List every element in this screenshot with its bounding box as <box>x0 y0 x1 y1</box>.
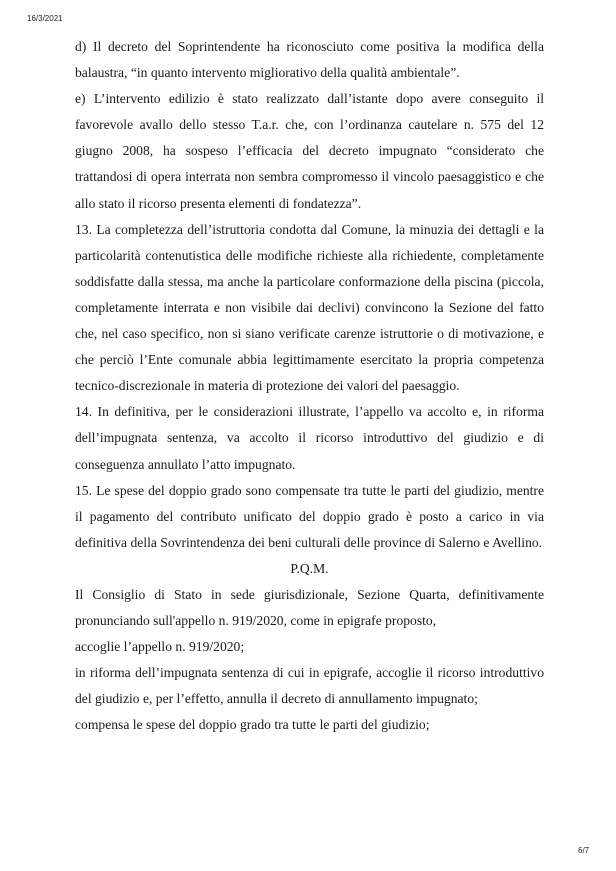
pqm-paragraph-2: accoglie l’appello n. 919/2020; <box>75 639 245 655</box>
document-body <box>75 34 544 739</box>
paragraph-14: 14. In definitiva, per le considerazioni illustrate, l’appello va accolto e, in riforma dell’impugnata sentenza, va accolto il ricorso introduttivo del giudizio e di conseguenza annullato l’atto impugnato. <box>75 404 544 472</box>
pqm-paragraph-1: Il Consiglio di Stato in sede giurisdizionale, Sezione Quarta, definitivamente pronunciando sull'appello n. 919/2020, come in epigrafe proposto, <box>75 586 544 629</box>
paragraph-d: d) Il decreto del Soprintendente ha riconosciuto come positiva la modifica della balaustra, “in quanto intervento migliorativo della qualità ambientale”. <box>75 39 544 81</box>
paragraph-13: 13. La completezza dell’istruttoria condotta dal Comune, la minuzia dei dettagli e la particolarità contenutistica delle modifiche richieste alla richiedente, completamente soddisfatte dalla stessa, ma anche la particolare conformazione della piscina (piccola, completamente interrata e non visibile dai declivi) convincono la Sezione del fatto che, nel caso specifico, non si siano verificate carenze istruttorie o di motivazione, e che perciò l’Ente comunale abbia legittimamente esercitato la propria competenza tecnico-discrezionale in materia di protezione dei valori del paesaggio. <box>75 221 544 394</box>
paragraph-15: 15. Le spese del doppio grado sono compensate tra tutte le parti del giudizio, mentre il pagamento del contributo unificato del doppio grado è posto a carico in via definitiva della Sovrintendenza dei beni culturali delle province di Salerno e Avellino. <box>75 482 544 550</box>
pqm-paragraph-3: in riforma dell’impugnata sentenza di cui in epigrafe, accoglie il ricorso introduttivo del giudizio e, per l’effetto, annulla il decreto di annullamento impugnato; <box>75 665 544 707</box>
page-number: 6/7 <box>578 846 590 855</box>
pqm-paragraph-4: compensa le spese del doppio grado tra tutte le parti del giudizio; <box>75 717 430 733</box>
paragraph-e: e) L’intervento edilizio è stato realizzato dall’istante dopo avere conseguito il favorevole avallo dello stesso T.a.r. che, con l’ordinanza cautelare n. 575 del 12 giugno 2008, ha sospeso l’efficacia del decreto impugnato “considerato che trattandosi di opera interrata non sembra compromesso il vincolo paesaggistico e che allo stato il ricorso presenta elementi di fondatezza”. <box>75 91 544 211</box>
print-date: 16/3/2021 <box>27 14 63 23</box>
pqm-heading: P.Q.M. <box>290 560 329 576</box>
